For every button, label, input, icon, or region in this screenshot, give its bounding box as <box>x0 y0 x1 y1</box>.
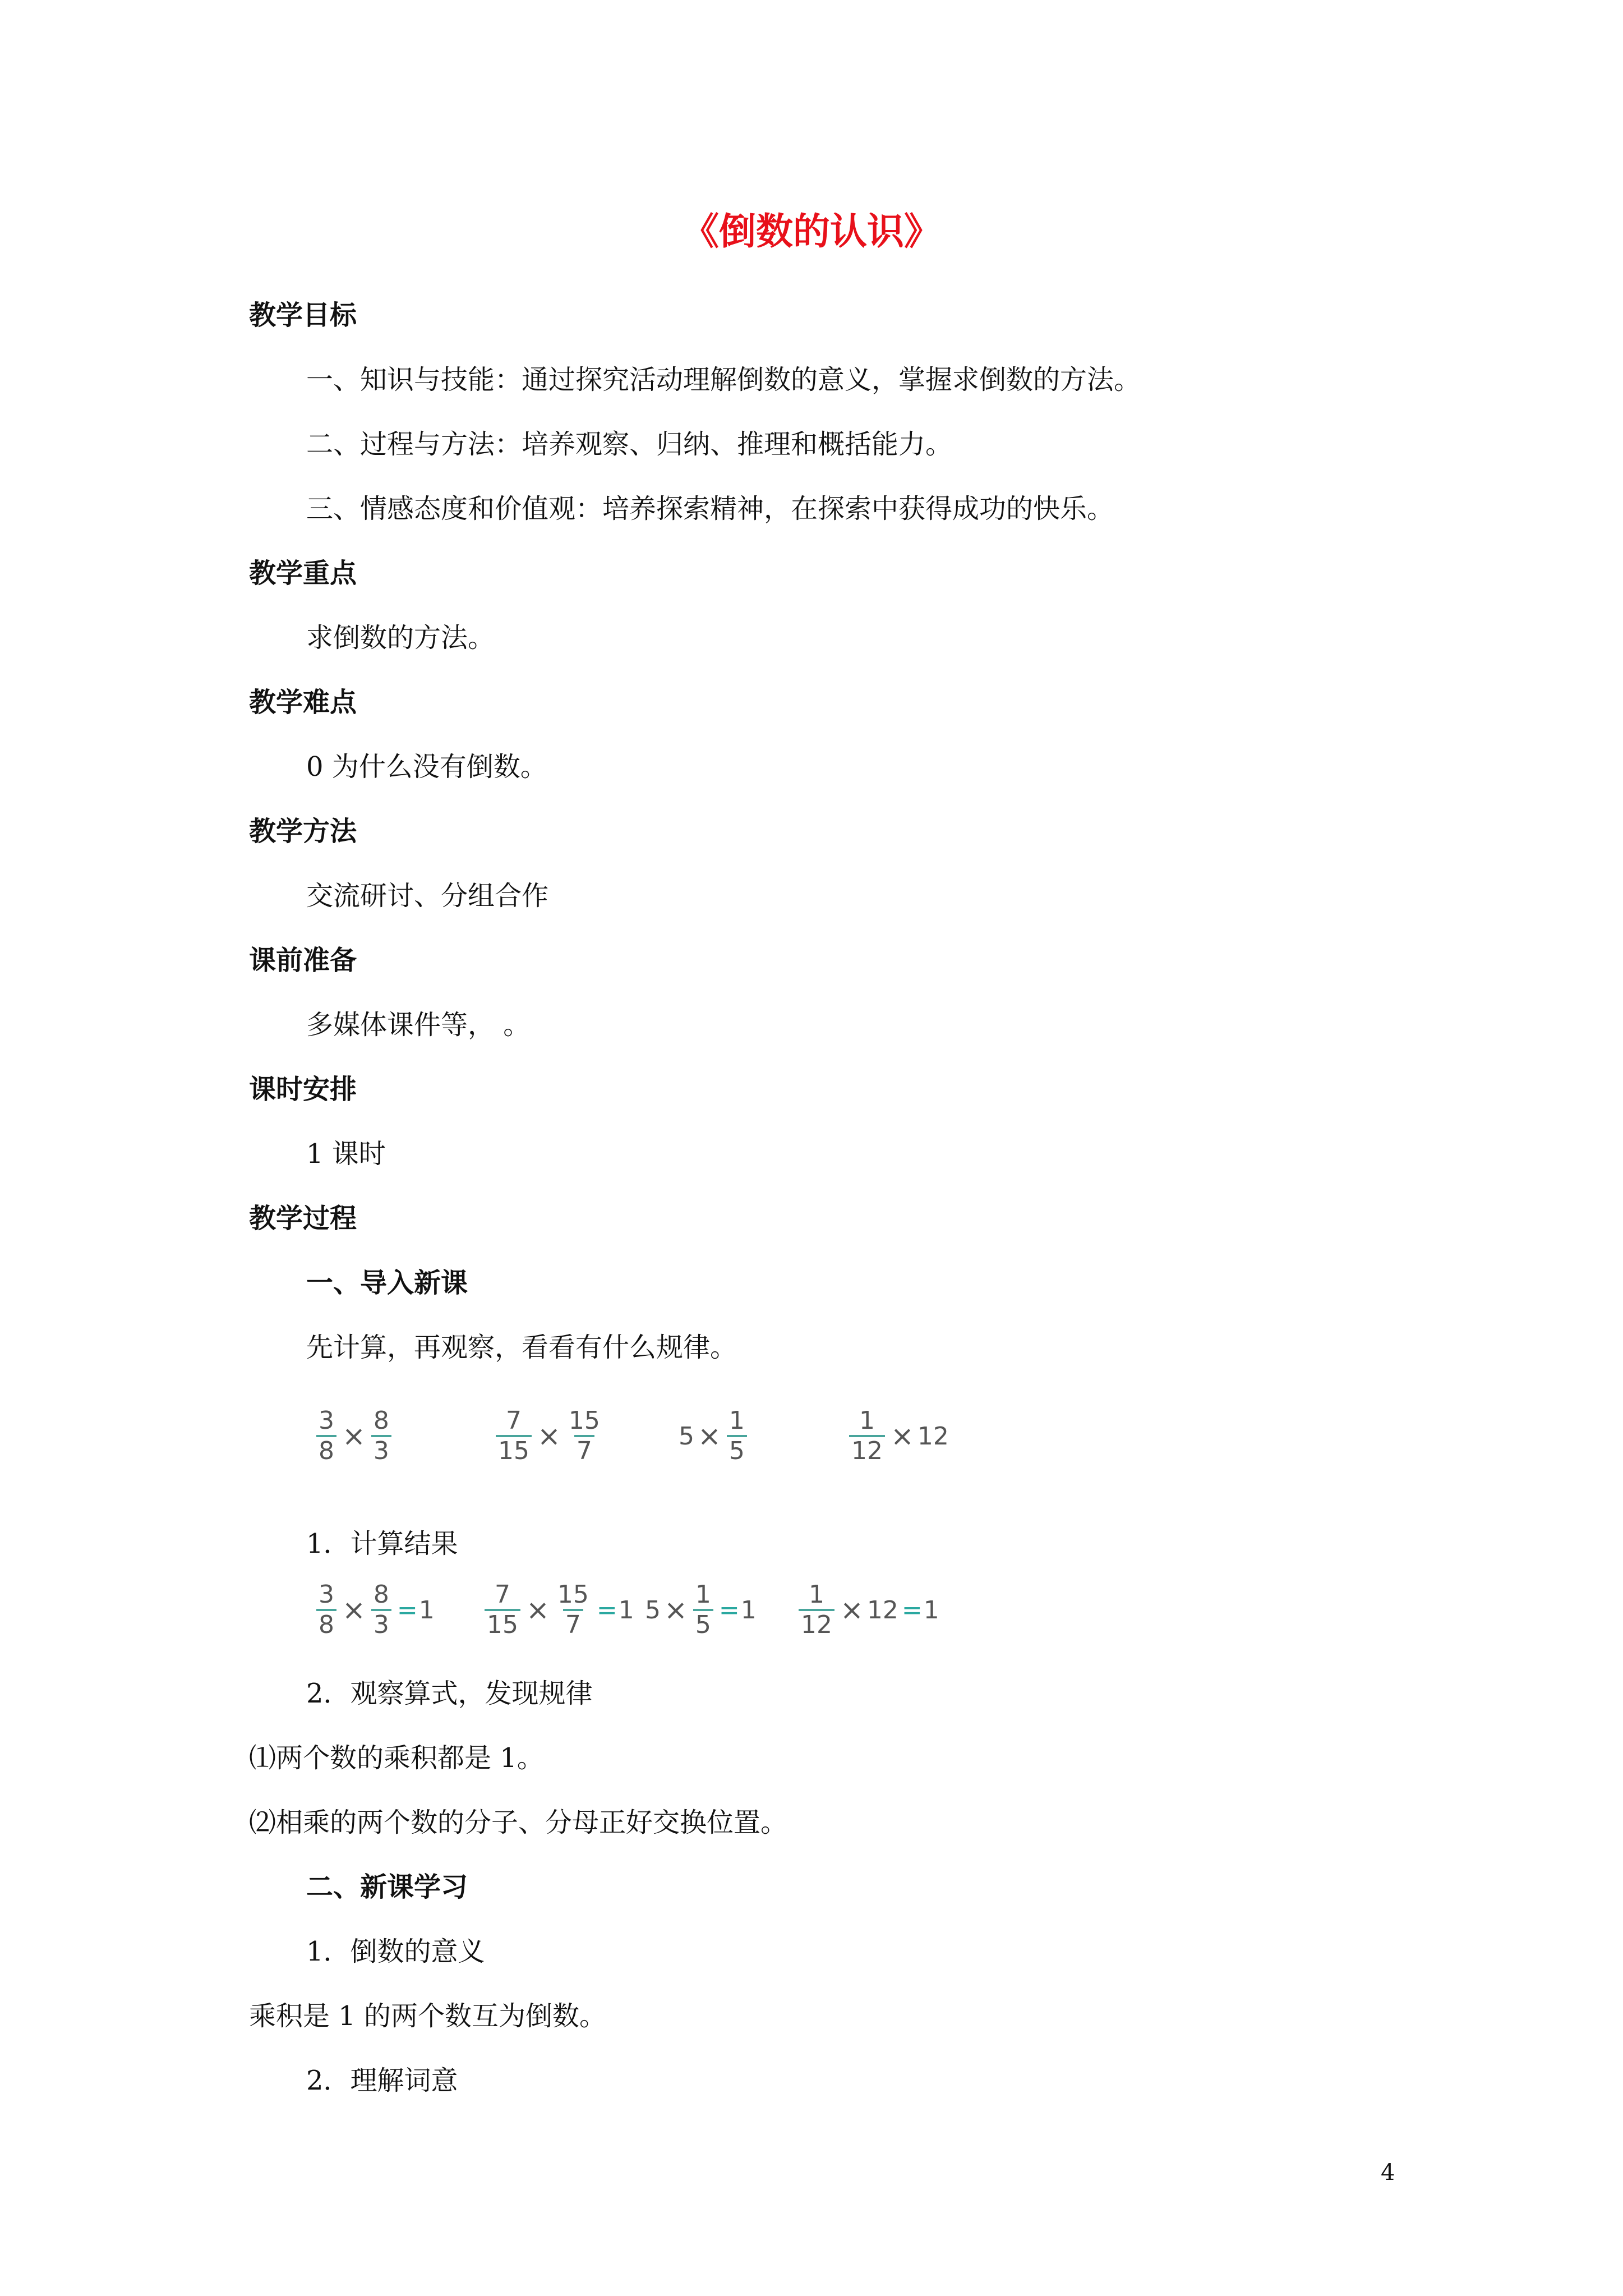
fraction: $\frac{7}{15}$ <box>485 1582 520 1638</box>
part2-step2: 2．理解词意 <box>306 2065 458 2096</box>
result-expression-4: $\frac{1}{12}$ × 12 = 1 <box>796 1582 939 1638</box>
part1-step1: 1．计算结果 <box>306 1528 458 1559</box>
result-expression-1: $\frac{3}{8}$ × $\frac{8}{3}$ = 1 <box>314 1582 482 1638</box>
fraction: $\frac{15}{7}$ <box>557 1580 589 1640</box>
fraction: $\frac{1}{12}$ <box>799 1582 834 1638</box>
schedule-heading: 课时安排 <box>249 1074 357 1105</box>
fraction: $\frac{8}{3}$ <box>371 1582 391 1638</box>
preparation-text: 多媒体课件等， 。 <box>306 1009 531 1041</box>
fraction: $\frac{1}{5}$ <box>693 1582 713 1638</box>
part1-intro: 先计算，再观察，看看有什么规律。 <box>306 1332 737 1363</box>
key-point-text: 求倒数的方法。 <box>306 622 495 654</box>
objectives-heading: 教学目标 <box>249 300 357 331</box>
difficulty-text: 0 为什么没有倒数。 <box>306 751 547 783</box>
part2-step1: 1．倒数的意义 <box>306 1936 485 1967</box>
method-text: 交流研讨、分组合作 <box>306 880 549 912</box>
objective-3: 三、情感态度和价值观：培养探索精神，在探索中获得成功的快乐。 <box>306 493 1114 524</box>
expression-2: $\frac{7}{15}$ × $\frac{15}{7}$ <box>494 1408 679 1464</box>
expression-4: $\frac{1}{12}$ × 12 <box>847 1408 949 1464</box>
part1-title: 一、导入新课 <box>306 1267 468 1299</box>
finding-2: ⑵相乘的两个数的分子、分母正好交换位置。 <box>249 1807 788 1838</box>
part2-title: 二、新课学习 <box>306 1871 468 1903</box>
document-title: 《倒数的认识》 <box>682 210 941 253</box>
finding-1: ⑴两个数的乘积都是 1。 <box>249 1742 544 1774</box>
expression-1: $\frac{3}{8}$ × $\frac{8}{3}$ <box>314 1408 494 1464</box>
schedule-text: 1 课时 <box>306 1138 386 1170</box>
key-point-heading: 教学重点 <box>249 558 357 589</box>
preparation-heading: 课前准备 <box>249 945 357 976</box>
fraction: $\frac{3}{8}$ <box>316 1582 336 1638</box>
result-expression-2: $\frac{7}{15}$ × $\frac{15}{7}$ = 1 <box>482 1582 645 1638</box>
fraction: $\frac{3}{8}$ <box>316 1408 336 1464</box>
process-heading: 教学过程 <box>249 1203 357 1234</box>
fraction: $\frac{1}{5}$ <box>727 1408 747 1464</box>
results-row <box>314 1582 939 1638</box>
fraction: $\frac{7}{15}$ <box>496 1408 532 1464</box>
expression-3: 5 × $\frac{1}{5}$ <box>679 1408 847 1464</box>
result-expression-3: 5 × $\frac{1}{5}$ = 1 <box>645 1580 757 1640</box>
difficulty-heading: 教学难点 <box>249 687 357 718</box>
part1-step2: 2．观察算式，发现规律 <box>306 1678 593 1709</box>
fraction: $\frac{15}{7}$ <box>568 1406 600 1466</box>
method-heading: 教学方法 <box>249 816 357 847</box>
page-number: 4 <box>1381 2160 1395 2185</box>
expression-row <box>314 1408 949 1464</box>
objective-1: 一、知识与技能：通过探究活动理解倒数的意义，掌握求倒数的方法。 <box>306 364 1141 395</box>
definition: 乘积是 1 的两个数互为倒数。 <box>249 2000 607 2032</box>
objective-2: 二、过程与方法：培养观察、归纳、推理和概括能力。 <box>306 429 953 460</box>
fraction: $\frac{1}{12}$ <box>849 1408 885 1464</box>
fraction: $\frac{8}{3}$ <box>371 1408 391 1464</box>
